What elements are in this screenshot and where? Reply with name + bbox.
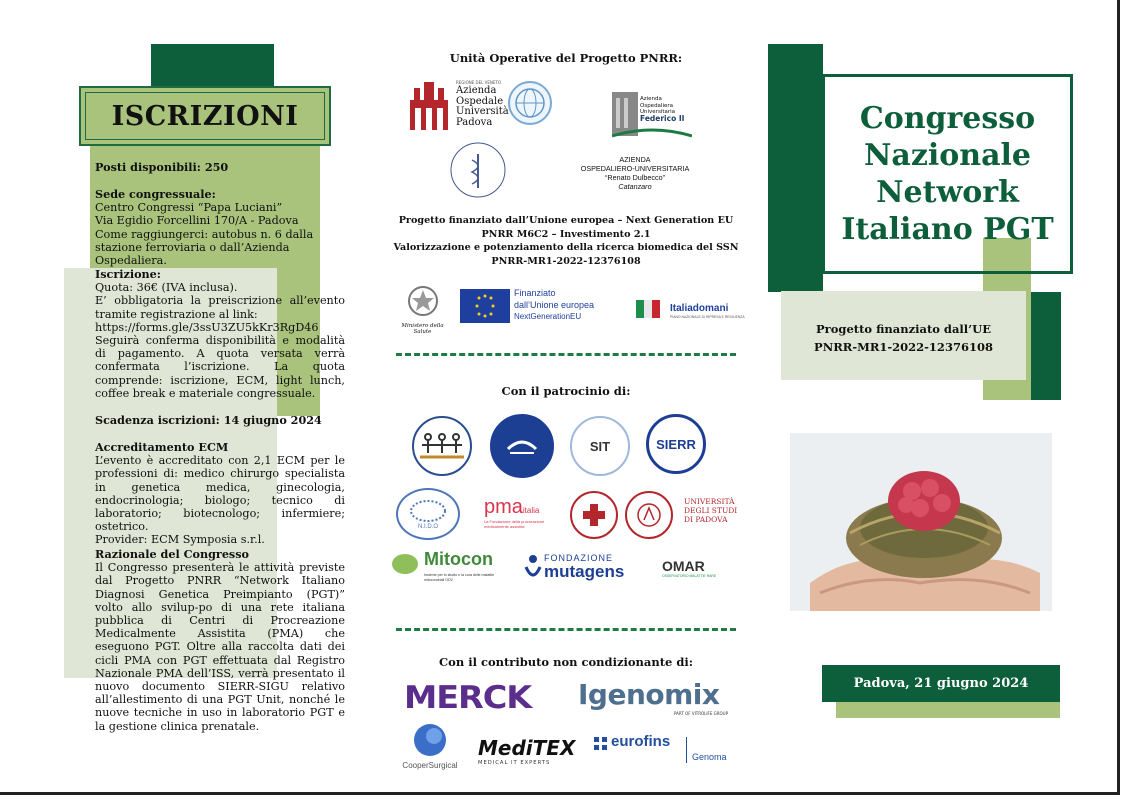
logo-dulbecco: [580, 155, 690, 191]
pgt-unit-globe-icon: [508, 81, 552, 125]
federico-line-1: Azienda: [640, 96, 662, 102]
italiadomani-sub: PIANO NAZIONALE DI RIPRESA E RESILIENZA: [670, 315, 745, 319]
nest-embryo-photo: [790, 433, 1052, 611]
logo-aopd: [408, 78, 508, 133]
eurofins-divider: [686, 737, 687, 763]
igenomix-text: Igenomix: [578, 678, 720, 711]
iscrizione-section: [95, 268, 345, 400]
aopd-line-3: Università: [456, 106, 509, 117]
ecm-text: L’evento è accreditato con 2,1 ECM per le professioni di: medico chirurgo specialista in genetica medica, ginecologia, endocrinologia; biologo; tecnico di laboratorio; biotecnologo; infermiere; ostetrico.: [95, 454, 345, 534]
igenomix-sub: PART OF VITROLIFE GROUP: [674, 711, 728, 716]
meditex-text: MediTEX: [478, 736, 576, 760]
date-badge: [822, 665, 1060, 702]
sede-heading: Sede congressuale:: [95, 187, 216, 201]
title-line-2: Nazionale: [863, 138, 1032, 173]
pma-text: pma: [484, 496, 523, 518]
nido-text: N.I.D.O: [417, 524, 438, 530]
deco-dark-block: [151, 44, 274, 88]
title-line-3: Network: [876, 175, 1019, 210]
razionale-section: [95, 548, 345, 733]
italiadomani-text: Italiadomani: [670, 303, 729, 314]
iscrizione-details: Seguirà conferma disponibilità e modalità di pagamento. A quota versata verrà confermata l’iscrizione. La quota comprende: iscrizione, ECM, light lunch, coffee break e materiale congressuale.: [95, 334, 345, 400]
sede-line-2: Via Egidio Forcellini 170/A - Padova: [95, 214, 299, 228]
eu-flag-icon: [460, 289, 510, 323]
mutagens-icon: [524, 553, 542, 585]
iscrizione-preiscrizione: E’ obbligatoria la preiscrizione all’evento tramite registrazione al link:: [95, 294, 345, 321]
funding-line-1: Progetto finanziato dall’Unione europea – Next Generation EU: [398, 215, 734, 226]
razionale-text: Il Congresso presenterà le attività previste dal Progetto PNRR “Network Italiano Diagnosi Genetica Preimpianto (PGT)” volto allo svilup-po di una rete italiana pubblica di Centri di Procreazione Medicalmente Assistita (PMA) che eseguono PGT. Oltre alla raccolta dati dei cicli PMA con PGT effettuata dal Registro Nazionale PMA dell’ISS, verrà presentato il nuovo documento SIERR-SIGU relativo all’allestimento di una PGT Unit, nonché le nuove tecniche in uso in laboratorio PGT e la gestione clinica prenatale.: [95, 561, 345, 733]
aopd-building-icon: [408, 80, 450, 132]
logo-sit: [570, 416, 630, 476]
logo-merck: MERCK: [404, 680, 532, 716]
logo-igenomix: [578, 678, 730, 718]
unipd-line-2: DEGLI STUDI: [684, 506, 738, 515]
unipd-line-1: UNIVERSITÀ: [684, 497, 735, 506]
posti-disponibili: [95, 161, 345, 174]
scadenza: [95, 414, 345, 427]
dulbecco-line-3: “Renato Dulbecco”: [605, 173, 665, 182]
logo-mitocon: [390, 549, 515, 591]
ecm-section: [95, 441, 345, 547]
sede-line-3: Come raggiungerci: autobus n. 6 dalla stazione ferroviaria o dall’Azienda Ospedaliera.: [95, 227, 314, 268]
italian-emblem-icon: [405, 283, 441, 319]
omar-sub: OSSERVATORIO MALATTIE RARE: [662, 574, 717, 578]
logo-unipd-seal-icon: [625, 491, 673, 539]
funding-line-4: PNRR-MR1-2022-12376108: [491, 255, 641, 267]
hands-nest-icon: [790, 433, 1052, 611]
eu-line-3: NextGenerationEU: [514, 312, 582, 321]
iscrizioni-title: [79, 86, 331, 146]
deco-dark-vertical: [768, 44, 823, 292]
omar-text: OMAR: [662, 558, 705, 574]
eu-text: [514, 288, 594, 323]
registration-link[interactable]: https://forms.gle/3ssU3ZU5kKr3RgD46: [95, 320, 319, 334]
coopersurgical-text: CooperSurgical: [402, 761, 458, 770]
eu-line-1: Finanziato: [514, 288, 556, 298]
genoma-text: Genoma: [692, 752, 727, 762]
dulbecco-line-1: AZIENDA: [619, 155, 651, 164]
aopd-line-2: Ospedale: [456, 95, 504, 107]
federico-line-3: Universitaria: [640, 109, 676, 115]
unipd-text: [684, 497, 737, 524]
logo-iss: [448, 140, 508, 200]
logo-coopersurgical: [394, 722, 466, 774]
contributo-title: Con il contributo non condizionante di:: [439, 655, 693, 669]
sede-line-1: Centro Congressi “Papa Luciani”: [95, 201, 283, 215]
mitocon-icon: [390, 549, 420, 579]
nido-nest-icon: [408, 498, 448, 524]
logo-pma-italia: [484, 496, 562, 536]
logo-sierr: [646, 414, 706, 474]
mitocon-text: Mitocon: [424, 549, 493, 569]
federico-line-2: Ospedaliera: [640, 102, 674, 109]
iss-seal-icon: [448, 140, 508, 200]
logo-ministero: [395, 283, 450, 333]
coopersurgical-icon: [412, 722, 448, 758]
unipd-line-3: DI PADOVA: [684, 515, 728, 524]
logo-sige-people-icon: [412, 416, 472, 476]
posti-text: Posti disponibili: 250: [95, 160, 229, 174]
sierr-text: SIERR: [656, 436, 696, 452]
ecm-provider: Provider: ECM Symposia s.r.l.: [95, 533, 265, 547]
patrocinio-title: Con il patrocinio di:: [501, 384, 631, 398]
funded-line-2: PNRR-MR1-2022-12376108: [814, 340, 993, 354]
iscrizioni-title-text: ISCRIZIONI: [111, 100, 299, 132]
funding-line-3: Valorizzazione e potenziamento della ricerca biomedica del SSN: [393, 242, 739, 253]
scadenza-text: Scadenza iscrizioni: 14 giugno 2024: [95, 413, 322, 427]
ecm-heading: Accreditamento ECM: [95, 440, 229, 454]
mutagens-top: FONDAZIONE: [544, 553, 614, 563]
pma-sub: La Fondazione della procreazione medicalmente assistita: [484, 519, 545, 529]
meditex-sub: MEDICAL IT EXPERTS: [478, 760, 551, 766]
sede-section: [95, 188, 345, 267]
title-line-4: Italiano PGT: [841, 212, 1054, 247]
deco-dark-right: [1031, 292, 1061, 400]
aopd-region: REGIONE DEL VENETO: [456, 80, 502, 85]
italia-flag-icon: [632, 296, 668, 324]
eu-line-2: dall’Unione europea: [514, 299, 595, 310]
logo-hospital-crest-icon: [570, 491, 618, 539]
eurofins-icon: [592, 735, 610, 753]
eurofins-text: eurofins: [611, 733, 671, 750]
iscrizione-quota: Quota: 36€ (IVA inclusa).: [95, 281, 238, 295]
funding-line-2: PNRR M6C2 – Investimento 2.1: [481, 228, 651, 240]
funded-text: [781, 320, 1026, 356]
sit-text: SIT: [589, 438, 611, 454]
federico-line-4: Federico II: [640, 113, 685, 123]
logo-federico-ii: [612, 84, 692, 142]
dulbecco-line-2: OSPEDALIERO-UNIVERSITARIA: [580, 164, 690, 173]
aopd-line-1: Azienda: [456, 85, 497, 96]
mutagens-text: mutagens: [544, 562, 625, 581]
congress-title: [822, 74, 1073, 274]
date-text: Padova, 21 giugno 2024: [853, 676, 1029, 691]
logo-eurofins: [592, 733, 682, 755]
logo-mutagens: [524, 551, 644, 591]
iscrizione-heading: Iscrizione:: [95, 267, 161, 281]
logo-italiadomani: [632, 296, 745, 326]
razionale-heading: Razionale del Congresso: [95, 547, 249, 561]
logo-nido: [396, 488, 460, 540]
divider-2: [396, 628, 736, 631]
ministero-text: Ministero della Salute: [401, 323, 444, 335]
funding-block: [376, 214, 756, 268]
dulbecco-line-4: Catanzaro: [618, 182, 652, 191]
divider-1: [396, 353, 736, 356]
unita-title: Unità Operative del Progetto PNRR:: [449, 51, 683, 65]
logo-omar: [662, 558, 732, 582]
logo-society-seal-icon: [490, 414, 554, 478]
aopd-line-4: Padova: [456, 116, 493, 128]
mitocon-sub: Insieme per lo studio e la cura delle malattie mitocondriali ODV: [424, 573, 495, 582]
title-line-1: Congresso: [859, 101, 1036, 136]
pma-italia-text: italia: [522, 506, 540, 515]
logo-meditex: [478, 736, 583, 772]
funded-line-1: Progetto finanziato dall’UE: [816, 322, 991, 336]
